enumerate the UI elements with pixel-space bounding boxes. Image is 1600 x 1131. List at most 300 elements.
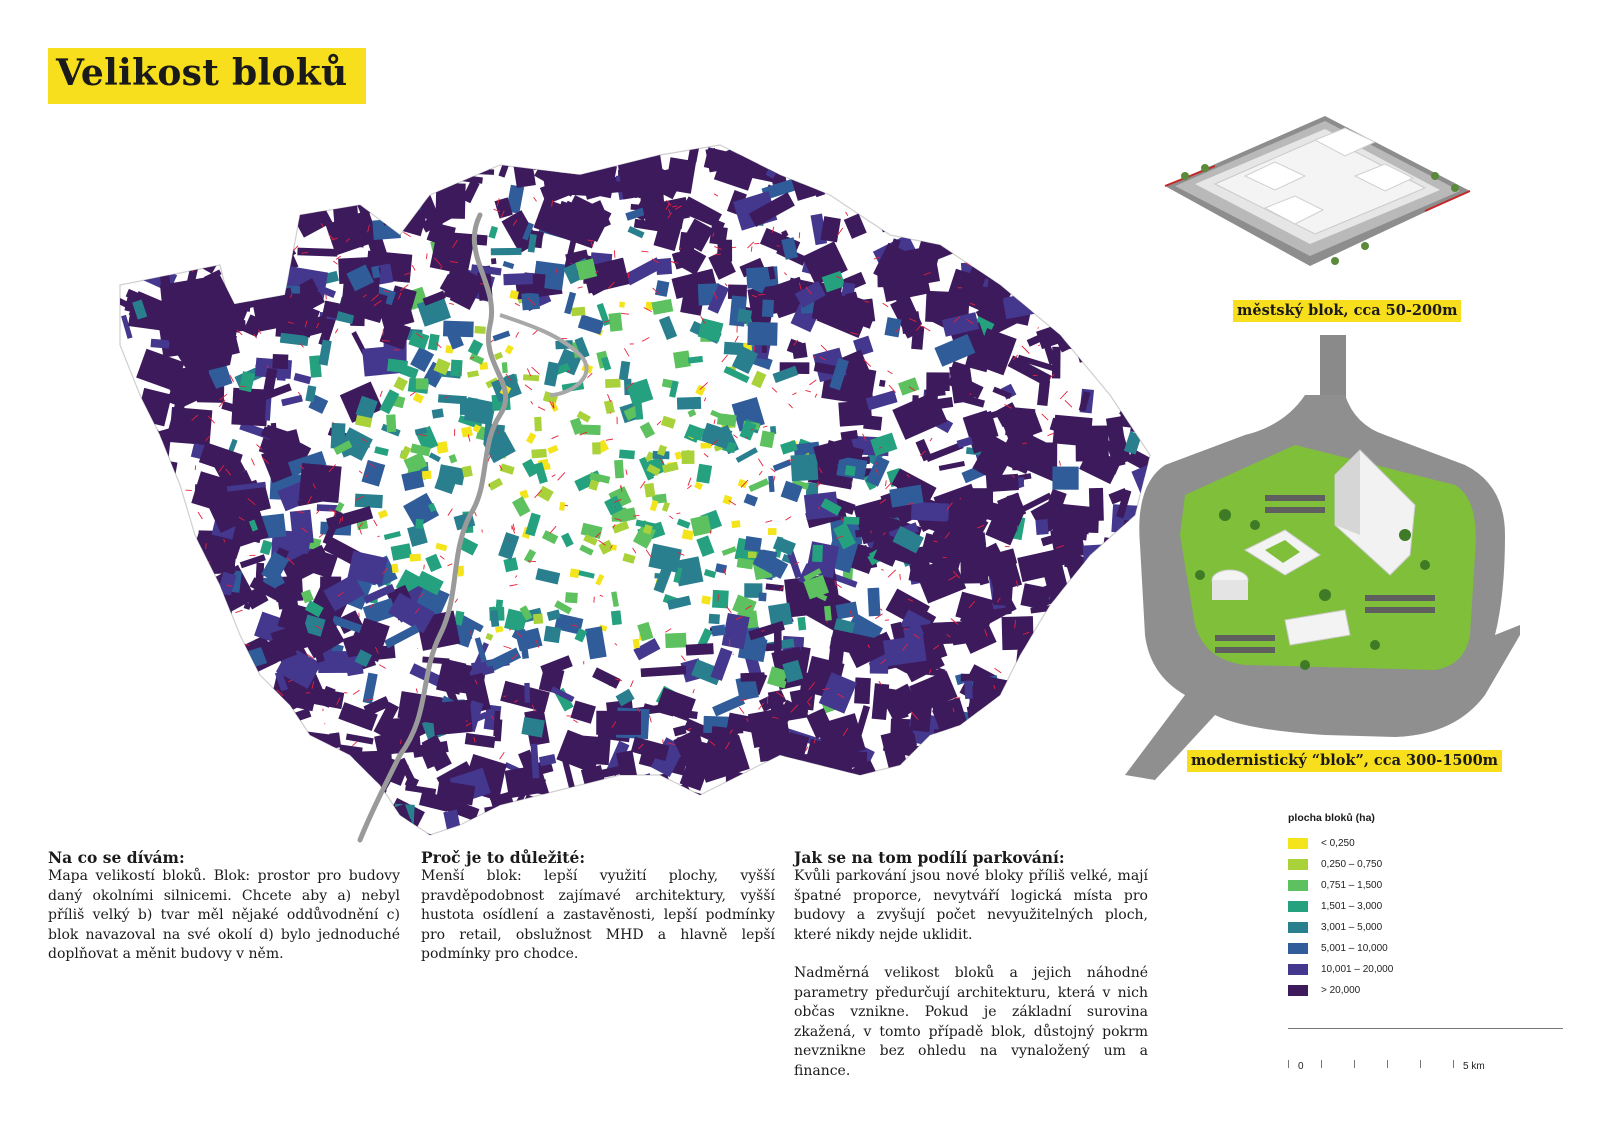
map-block <box>130 801 161 841</box>
map-block <box>141 805 190 845</box>
city-block-label: městský blok, cca 50-200m <box>1233 300 1461 322</box>
map-block <box>992 581 1013 606</box>
map-block <box>1064 508 1099 533</box>
map-road-segment <box>198 568 204 574</box>
map-road-segment <box>224 734 227 740</box>
map-block <box>710 726 738 752</box>
map-block <box>1093 251 1122 276</box>
map-block <box>194 724 243 771</box>
legend-item <box>1288 854 1588 875</box>
map-block <box>983 153 1003 181</box>
map-block <box>922 168 967 197</box>
section-why-text: Menší blok: lepší využití plochy, vyšší pravděpodobnost zajímavé architektury, vyšší hustota osídlení a zastavěnosti, lepší podmínky pro retail, obslužnost MHD a hlavně lepší podmínky pro chodce. <box>421 868 775 962</box>
map-block <box>879 380 886 387</box>
scale-end-label: 5 km <box>1463 1061 1485 1072</box>
map-block <box>611 785 617 803</box>
map-road-segment <box>732 247 736 248</box>
map-block <box>1040 209 1082 230</box>
map-block <box>415 157 426 194</box>
scale-tick <box>1453 1060 1454 1068</box>
map-block <box>450 360 462 377</box>
map-block <box>1096 217 1113 247</box>
map-block <box>872 826 884 841</box>
map-road-segment <box>930 204 933 205</box>
map-block <box>165 643 186 665</box>
map-block <box>372 219 401 241</box>
map-block <box>374 819 391 845</box>
map-block <box>868 822 907 837</box>
map-road-segment <box>1080 231 1088 233</box>
map-block <box>156 581 187 605</box>
map-block <box>952 744 974 765</box>
map-block <box>916 198 958 234</box>
map-block <box>747 322 777 346</box>
map-block <box>763 805 785 818</box>
map-block <box>1064 215 1086 251</box>
map-block <box>123 513 166 550</box>
map-block <box>1155 804 1174 830</box>
map-block <box>851 811 886 834</box>
map-block <box>1081 324 1118 365</box>
map-block <box>832 778 870 814</box>
map-road-segment <box>192 271 193 272</box>
map-block <box>766 793 782 814</box>
map-block <box>165 798 174 805</box>
map-block <box>1092 222 1121 254</box>
map-block <box>163 740 180 747</box>
map-block <box>618 825 665 846</box>
map-block <box>722 807 731 841</box>
map-block <box>939 729 983 761</box>
map-block <box>340 766 365 807</box>
map-block <box>1115 249 1124 260</box>
map-block <box>357 190 399 217</box>
map-block <box>545 824 554 845</box>
map-block <box>966 195 983 211</box>
map-block <box>107 454 149 500</box>
map-block <box>1076 605 1087 618</box>
map-block <box>391 564 398 574</box>
map-block <box>690 515 711 537</box>
map-block <box>135 516 175 547</box>
map-block <box>1024 783 1062 817</box>
map-block <box>193 743 225 766</box>
map-block <box>215 240 254 259</box>
map-block <box>1022 796 1057 826</box>
map-block <box>572 147 594 169</box>
map-block <box>151 655 198 703</box>
map-block <box>1032 737 1061 763</box>
map-block <box>410 554 421 562</box>
map-road-segment <box>1034 195 1038 198</box>
map-block <box>1028 147 1040 177</box>
map-block <box>432 700 473 736</box>
map-block <box>1054 718 1077 734</box>
map-block <box>1164 799 1180 831</box>
map-block <box>1031 291 1058 311</box>
legend-label: < 0,250 <box>1321 838 1355 849</box>
map-block <box>933 175 959 212</box>
map-block <box>775 809 793 831</box>
map-block <box>965 224 1010 257</box>
map-road-segment <box>1031 230 1033 234</box>
legend-label: > 20,000 <box>1321 985 1361 996</box>
map-block <box>1112 237 1136 258</box>
map-block <box>1096 242 1140 280</box>
map-block <box>832 148 863 187</box>
map-block <box>949 171 976 202</box>
map-block <box>128 769 167 796</box>
map-block <box>585 828 605 837</box>
map-road-segment <box>297 749 305 753</box>
map-block <box>581 792 596 809</box>
map-block <box>320 160 349 175</box>
section-parking-text-2: Nadměrná velikost bloků a jejich náhodné parametry předurčují architekturu, která v nich občas vznikne. Pokud je základní surovina zkažená, v tomto případě blok, důstojný pokrm nevznikne bez ohledu na vynaložený um a finance. <box>794 965 1148 1079</box>
map-road-segment <box>214 586 220 594</box>
map-block <box>533 613 543 624</box>
map-road-segment <box>183 198 184 199</box>
map-block <box>279 783 294 804</box>
map-block <box>625 773 652 789</box>
map-road-segment <box>247 750 254 755</box>
map-road-segment <box>184 535 190 536</box>
map-block <box>133 586 167 608</box>
block-size-map <box>100 135 1180 845</box>
map-block <box>758 592 766 601</box>
legend-label: 0,751 – 1,500 <box>1321 880 1383 891</box>
map-block <box>161 781 191 813</box>
map-block <box>109 695 129 708</box>
map-block <box>315 147 337 180</box>
map-block <box>793 820 814 831</box>
map-block <box>364 167 381 185</box>
map-block <box>389 156 411 168</box>
map-block <box>1133 825 1152 845</box>
map-block <box>182 157 188 166</box>
map-block <box>1090 564 1104 579</box>
map-block <box>1041 233 1087 271</box>
map-road-segment <box>1000 261 1007 267</box>
map-block <box>1051 147 1074 185</box>
map-road-segment <box>1069 279 1073 287</box>
map-block <box>244 776 260 793</box>
map-block <box>230 215 267 247</box>
map-block <box>1059 681 1080 694</box>
map-block <box>966 761 994 791</box>
map-block <box>1156 781 1180 813</box>
map-block <box>149 833 193 845</box>
map-block <box>199 803 245 827</box>
map-block <box>702 814 743 845</box>
map-block <box>267 746 308 773</box>
modernist-block-illustration <box>1125 335 1520 785</box>
map-block <box>524 683 530 703</box>
map-block <box>162 740 190 762</box>
map-block <box>843 163 865 176</box>
map-block <box>183 678 232 721</box>
map-block <box>337 227 366 247</box>
map-block <box>210 161 256 175</box>
map-block <box>968 784 1001 815</box>
legend-label: 3,001 – 5,000 <box>1321 922 1383 933</box>
map-block <box>967 818 1005 845</box>
map-block <box>247 748 286 793</box>
map-road-segment <box>196 665 200 666</box>
map-block <box>1079 682 1116 715</box>
scale-tick <box>1288 1060 1289 1068</box>
map-block <box>164 813 180 837</box>
map-road-segment <box>900 574 901 580</box>
map-block <box>204 768 241 788</box>
map-block <box>307 811 336 824</box>
map-block <box>148 430 161 440</box>
map-block <box>324 158 362 203</box>
map-block <box>1083 544 1116 571</box>
map-block <box>138 557 157 595</box>
map-block <box>643 808 653 823</box>
map-road-segment <box>1034 692 1042 694</box>
legend-swatch <box>1288 901 1308 912</box>
map-block <box>1099 670 1121 704</box>
map-block <box>1030 286 1044 297</box>
map-block <box>120 152 151 192</box>
map-block <box>1062 183 1091 216</box>
map-block <box>316 804 352 842</box>
map-block <box>970 144 1005 184</box>
scale-bar <box>1288 1028 1563 1088</box>
map-block <box>1023 688 1069 718</box>
map-block <box>854 677 871 704</box>
map-block <box>1114 162 1153 201</box>
map-road-segment <box>614 250 615 257</box>
map-road-segment <box>710 530 711 534</box>
map-block <box>990 798 1012 822</box>
map-block <box>938 730 969 771</box>
map-block <box>1064 604 1076 615</box>
map-road-segment <box>1028 288 1031 291</box>
map-block <box>509 290 519 300</box>
map-block <box>324 154 361 166</box>
map-block <box>503 273 533 285</box>
map-road-segment <box>1045 737 1049 744</box>
map-block <box>717 802 761 841</box>
map-block <box>135 603 151 632</box>
map-block <box>1035 623 1066 660</box>
title-banner <box>48 48 366 104</box>
map-block <box>130 505 147 531</box>
map-block <box>848 813 886 839</box>
map-road-segment <box>219 603 224 607</box>
map-block <box>547 812 597 845</box>
map-block <box>350 151 389 191</box>
map-block <box>952 752 962 764</box>
map-block <box>1018 181 1039 201</box>
map-block <box>898 811 938 846</box>
map-block <box>702 813 732 841</box>
map-block <box>112 250 134 280</box>
map-block <box>160 577 204 609</box>
map-block <box>1080 694 1104 720</box>
map-block <box>859 812 898 845</box>
map-block <box>737 309 752 324</box>
map-block <box>170 756 215 774</box>
map-road-segment <box>1071 218 1076 221</box>
map-block <box>462 465 473 477</box>
map-block <box>161 716 203 752</box>
scale-tick <box>1387 1060 1388 1068</box>
map-block <box>111 729 124 749</box>
map-block <box>898 176 914 189</box>
map-block <box>949 741 959 749</box>
map-road-segment <box>286 743 290 751</box>
scale-tick <box>1420 1060 1421 1068</box>
map-block <box>1126 300 1173 325</box>
map-block <box>1009 747 1049 792</box>
map-block <box>145 452 160 466</box>
map-road-segment <box>1005 546 1010 547</box>
map-block <box>226 281 235 289</box>
map-block <box>1121 195 1129 234</box>
map-block <box>709 614 720 624</box>
map-block <box>1001 230 1042 270</box>
map-block <box>1115 172 1154 207</box>
map-block <box>749 798 761 812</box>
map-block <box>1038 266 1062 302</box>
map-block <box>190 212 240 252</box>
legend-swatch <box>1288 880 1308 891</box>
map-block <box>1116 788 1131 818</box>
map-block <box>436 441 448 454</box>
map-block <box>1107 234 1126 254</box>
map-block <box>178 170 217 197</box>
map-block <box>1033 245 1045 283</box>
map-block <box>474 157 482 168</box>
map-block <box>964 680 972 699</box>
modernist-block-label: modernistický “blok”, cca 300-1500m <box>1187 750 1502 772</box>
map-block <box>112 720 125 752</box>
map-block <box>835 159 856 188</box>
map-block <box>709 226 728 246</box>
map-block <box>1088 695 1110 736</box>
map-block <box>1107 184 1122 203</box>
map-block <box>1042 648 1064 664</box>
map-block <box>139 172 181 214</box>
map-block <box>1049 719 1097 764</box>
map-block <box>151 771 182 799</box>
map-block <box>1069 314 1080 350</box>
map-block <box>251 226 260 241</box>
section-parking-heading: Jak se na tom podílí parkování: <box>794 848 1065 867</box>
map-block <box>182 785 211 821</box>
map-block <box>681 791 714 832</box>
map-block <box>174 779 226 822</box>
map-block <box>1001 832 1025 846</box>
map-block <box>198 801 236 834</box>
map-block <box>367 819 399 845</box>
map-block <box>1030 172 1065 214</box>
map-road-segment <box>204 681 207 686</box>
map-block <box>225 170 230 194</box>
map-block <box>113 655 158 673</box>
legend-swatch <box>1288 859 1308 870</box>
map-block <box>1126 794 1151 828</box>
map-block <box>731 520 740 528</box>
map-block <box>118 418 133 431</box>
map-block <box>955 802 977 829</box>
map-block <box>120 466 152 493</box>
map-block <box>110 468 147 497</box>
map-block <box>179 162 196 177</box>
map-road-segment <box>1077 220 1078 228</box>
map-block <box>991 163 1004 180</box>
map-block <box>1101 227 1130 242</box>
map-block <box>523 374 539 381</box>
map-block <box>974 211 983 234</box>
map-road-segment <box>1026 300 1028 301</box>
map-block <box>1028 677 1079 723</box>
map-block <box>690 813 732 826</box>
map-block <box>1056 832 1100 845</box>
map-block <box>565 592 578 603</box>
map-block <box>176 180 213 216</box>
map-block <box>531 147 574 170</box>
map-block <box>329 732 341 748</box>
map-block <box>474 326 486 334</box>
scale-start-label: 0 <box>1298 1061 1304 1072</box>
section-why-heading: Proč je to důležité: <box>421 848 586 867</box>
map-block <box>152 442 159 461</box>
map-block <box>174 562 185 577</box>
map-block <box>1094 778 1126 820</box>
map-road-segment <box>196 575 198 578</box>
map-block <box>328 175 346 194</box>
map-block <box>205 752 228 790</box>
map-block <box>205 191 223 205</box>
map-road-segment <box>1064 288 1065 291</box>
map-block <box>294 739 333 775</box>
map-block <box>768 801 809 833</box>
map-block <box>863 415 882 430</box>
map-block <box>228 687 243 708</box>
map-block <box>299 463 342 503</box>
map-block <box>1105 618 1128 640</box>
map-block <box>1076 745 1112 781</box>
map-block <box>181 160 216 178</box>
map-block <box>345 152 369 181</box>
map-block <box>744 536 762 552</box>
map-block <box>166 660 207 695</box>
map-block <box>987 222 1024 247</box>
map-block <box>934 146 941 157</box>
scale-tick <box>1354 1060 1355 1068</box>
map-road-segment <box>275 228 276 233</box>
section-what <box>48 848 400 965</box>
map-block <box>959 742 1006 771</box>
map-block <box>1022 758 1064 784</box>
map-block <box>273 182 294 193</box>
map-block <box>570 568 580 578</box>
map-block <box>575 829 591 845</box>
legend-item <box>1288 938 1588 959</box>
map-block <box>392 147 405 168</box>
map-block <box>915 208 925 225</box>
map-block <box>926 372 949 391</box>
map-road-segment <box>209 246 210 253</box>
map-block <box>105 234 149 279</box>
map-block <box>568 796 605 816</box>
map-block <box>199 795 234 822</box>
map-block <box>216 651 226 677</box>
